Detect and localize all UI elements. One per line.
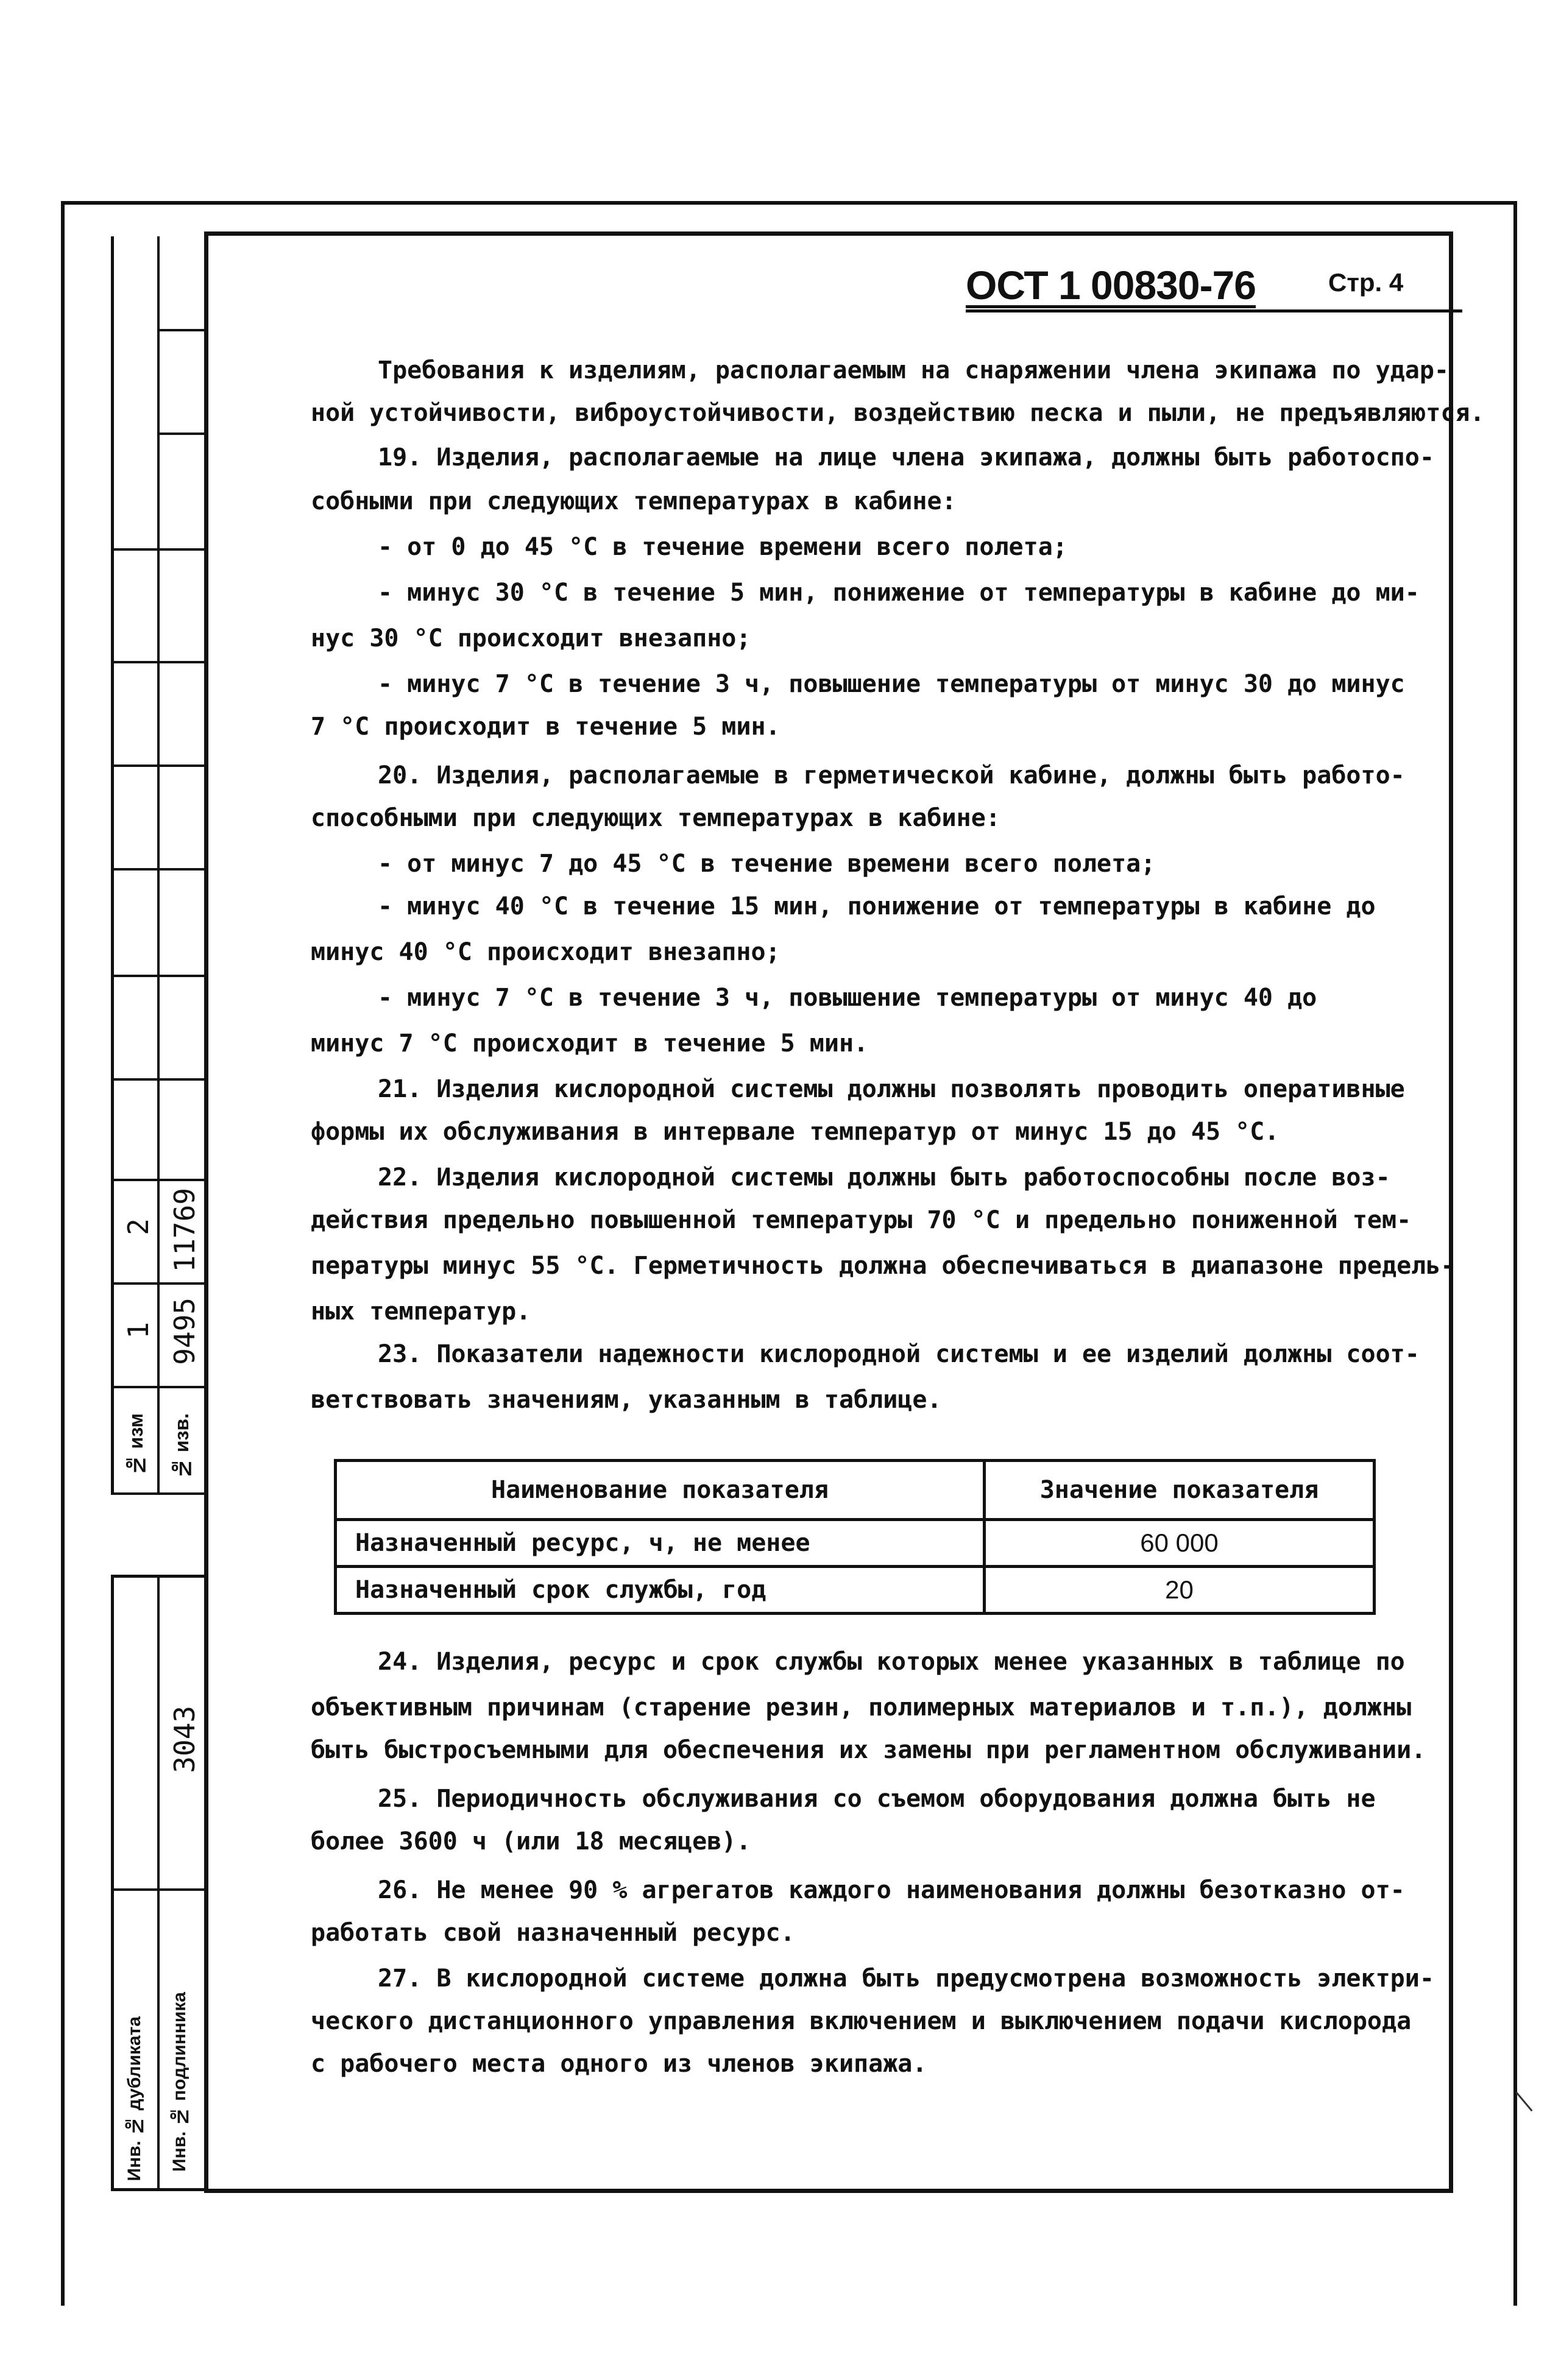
text-line: 24. Изделия, ресурс и срок службы которых менее указанных в таблице по xyxy=(378,1648,1405,1676)
text-line: 7 °С происходит в течение 5 мин. xyxy=(311,713,780,741)
text-line: минус 7 °С происходит в течение 5 мин. xyxy=(311,1029,869,1058)
stamp-rev-1: 1 xyxy=(122,1322,155,1339)
text-line: - от 0 до 45 °С в течение времени всего полета; xyxy=(378,533,1067,561)
text-line: Требования к изделиям, располагаемым на снаряжении члена экипажа по удар- xyxy=(378,356,1449,384)
stamp-row-line xyxy=(157,433,204,435)
stamp-row-line xyxy=(111,975,204,977)
text-line: 26. Не менее 90 % агрегатов каждого наименования должны безотказно от- xyxy=(378,1876,1405,1904)
table-header-row xyxy=(336,1461,1375,1520)
text-line: собными при следующих температурах в кабине: xyxy=(311,487,957,515)
text-line: 23. Показатели надежности кислородной системы и ее изделий должны соот- xyxy=(378,1340,1420,1368)
stamp-row-line xyxy=(111,1492,204,1495)
stamp-rev-2: 2 xyxy=(122,1218,155,1235)
stamp-notice-2: 11769 xyxy=(168,1188,201,1273)
original-inventory-number: 3043 xyxy=(168,1706,201,1773)
stamp-row-line xyxy=(111,1888,204,1891)
text-line: действия предельно повышенной температуры 70 °С и предельно пониженной тем- xyxy=(311,1206,1412,1234)
text-line: 27. В кислородной системе должна быть предусмотрена возможность электри- xyxy=(378,1965,1434,1993)
duplicate-inventory-label: Инв. № дубликата xyxy=(124,2016,144,2181)
stamp-row-line xyxy=(111,764,204,767)
text-line: 19. Изделия, располагаемые на лице члена экипажа, должны быть работоспо- xyxy=(378,443,1434,471)
stamp-row-line xyxy=(157,329,204,331)
text-line: объективным причинам (старение резин, полимерных материалов и т.п.), должны xyxy=(311,1693,1412,1721)
text-line: более 3600 ч (или 18 месяцев). xyxy=(311,1827,751,1856)
stamp-row-line xyxy=(111,1282,204,1285)
original-inventory-label: Инв. № подлинника xyxy=(169,1992,189,2172)
table-header-cell: Наименование показателя xyxy=(336,1461,985,1520)
text-line: ных температур. xyxy=(311,1298,531,1326)
stamp-divider xyxy=(157,1575,160,2191)
table-row xyxy=(336,1520,1375,1567)
table-header-cell: Значение показателя xyxy=(985,1461,1375,1520)
stamp-row-line xyxy=(111,548,204,551)
document-code: ОСТ 1 00830-76 xyxy=(966,263,1256,308)
text-line: ветствовать значениям, указанным в таблице. xyxy=(311,1386,942,1414)
stamp-row-line xyxy=(111,868,204,870)
text-line: формы их обслуживания в интервале температур от минус 15 до 45 °С. xyxy=(311,1118,1280,1146)
text-line: минус 40 °С происходит внезапно; xyxy=(311,938,780,966)
text-line: ной устойчивости, виброустойчивости, воздействию песка и пыли, не предъявляются. xyxy=(311,399,1485,427)
text-line: - минус 7 °С в течение 3 ч, повышение температуры от минус 40 до xyxy=(378,984,1317,1012)
stamp-row-line xyxy=(111,1386,204,1388)
table-cell: Назначенный ресурс, ч, не менее xyxy=(336,1520,985,1567)
text-line: 22. Изделия кислородной системы должны быть работоспособны после воз- xyxy=(378,1164,1390,1192)
table-cell: 20 xyxy=(985,1567,1375,1614)
text-line: - минус 30 °С в течение 5 мин, понижение от температуры в кабине до ми- xyxy=(378,579,1420,607)
stamp-row-line xyxy=(111,661,204,663)
text-line: 20. Изделия, располагаемые в герметической кабине, должны быть работо- xyxy=(378,761,1405,789)
header-rule xyxy=(966,309,1462,313)
text-line: быть быстросъемными для обеспечения их замены при регламентном обслуживании. xyxy=(311,1736,1426,1764)
stamp-rev-label: № изм xyxy=(125,1413,147,1477)
text-line: пературы минус 55 °С. Герметичность должна обеспечиваться в диапазоне предель- xyxy=(311,1252,1456,1280)
text-line: ческого дистанционного управления включением и выключением подачи кислорода xyxy=(311,2007,1412,2035)
text-line: с рабочего места одного из членов экипажа. xyxy=(311,2050,927,2078)
text-line: способными при следующих температурах в кабине: xyxy=(311,804,1000,832)
text-line: работать свой назначенный ресурс. xyxy=(311,1919,795,1947)
table-row xyxy=(336,1567,1375,1614)
text-line: - от минус 7 до 45 °С в течение времени всего полета; xyxy=(378,850,1156,878)
table-cell: 60 000 xyxy=(985,1520,1375,1567)
stamp-row-line xyxy=(111,1078,204,1081)
text-line: 25. Периодичность обслуживания со съемом оборудования должна быть не xyxy=(378,1785,1376,1813)
stamp-row-line xyxy=(111,1179,204,1181)
text-line: 21. Изделия кислородной системы должны позволять проводить оперативные xyxy=(378,1075,1405,1103)
scan-mark xyxy=(1515,2092,1532,2112)
text-line: - минус 40 °С в течение 15 мин, понижение от температуры в кабине до xyxy=(378,892,1376,920)
stamp-notice-1: 9495 xyxy=(168,1298,201,1365)
reliability-table xyxy=(334,1459,1376,1615)
text-line: - минус 7 °С в течение 3 ч, повышение температуры от минус 30 до минус xyxy=(378,670,1405,698)
text-line: нус 30 °С происходит внезапно; xyxy=(311,624,751,652)
page-number: Стр. 4 xyxy=(1328,268,1404,297)
stamp-divider xyxy=(157,236,160,1494)
stamp-notice-label: № изв. xyxy=(171,1413,193,1480)
table-cell: Назначенный срок службы, год xyxy=(336,1567,985,1614)
